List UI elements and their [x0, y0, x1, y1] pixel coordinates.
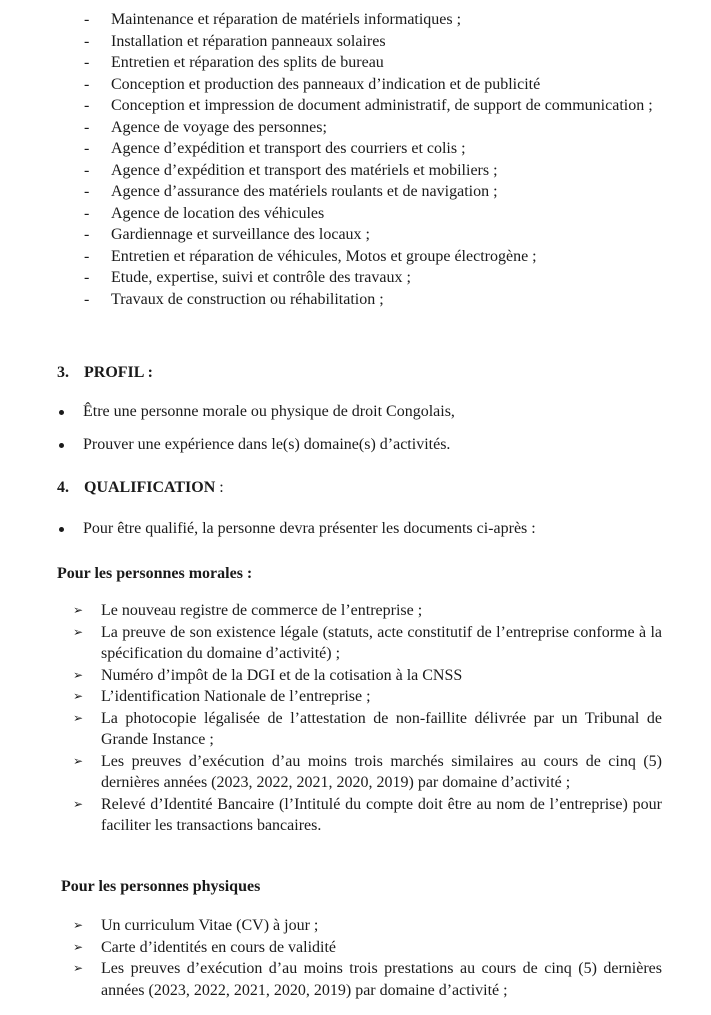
- list-item: ➢ Le nouveau registre de commerce de l’entreprise ;: [73, 600, 662, 622]
- subheading-personnes-morales: Pour les personnes morales :: [57, 565, 253, 582]
- section-number: 3.: [57, 364, 69, 381]
- list-item: ➢ Relevé d’Identité Bancaire (l’Intitulé du compte doit être au nom de l’entreprise) pour faciliter les transactions bancaires.: [73, 794, 662, 837]
- list-item: - Etude, expertise, suivi et contrôle des travaux ;: [82, 267, 682, 289]
- list-item: ➢ Numéro d’impôt de la DGI et de la cotisation à la CNSS: [73, 665, 662, 687]
- list-item: - Agence de location des véhicules: [82, 203, 682, 225]
- list-item: - Agence d’expédition et transport des matériels et mobiliers ;: [82, 160, 682, 182]
- list-item: Être une personne morale ou physique de droit Congolais,: [57, 401, 667, 423]
- list-item: Pour être qualifié, la personne devra présenter les documents ci-après :: [57, 518, 667, 540]
- list-item: ➢ L’identification Nationale de l’entreprise ;: [73, 686, 662, 708]
- list-item: - Conception et impression de document administratif, de support de communication ;: [82, 95, 682, 117]
- morales-documents-list: [73, 600, 662, 837]
- list-item: Prouver une expérience dans le(s) domaine(s) d’activités.: [57, 434, 667, 456]
- section-number: 4.: [57, 479, 69, 496]
- list-item: ➢ Les preuves d’exécution d’au moins trois prestations au cours de cinq (5) dernières années (2023, 2022, 2021, 2020, 2019) par domaine d’activité ;: [73, 958, 662, 1001]
- section-title: PROFIL :: [84, 364, 153, 381]
- list-item: ➢ Les preuves d’exécution d’au moins trois marchés similaires au cours de cinq (5) dernières années (2023, 2022, 2021, 2020, 2019) par domaine d’activité ;: [73, 751, 662, 794]
- physiques-documents-list: [73, 915, 662, 1001]
- activities-list: [82, 9, 682, 310]
- list-item: - Conception et production des panneaux d’indication et de publicité: [82, 74, 682, 96]
- subheading-personnes-physiques: Pour les personnes physiques: [61, 878, 261, 895]
- list-item: - Gardiennage et surveillance des locaux ;: [82, 224, 682, 246]
- list-item: - Agence d’assurance des matériels roulants et de navigation ;: [82, 181, 682, 203]
- list-item: - Agence de voyage des personnes;: [82, 117, 682, 139]
- profil-list: [57, 401, 667, 455]
- section-title: QUALIFICATION: [84, 479, 216, 496]
- list-item: ➢ Un curriculum Vitae (CV) à jour ;: [73, 915, 662, 937]
- section-heading-qualification: [57, 477, 224, 499]
- list-item: - Entretien et réparation des splits de bureau: [82, 52, 682, 74]
- list-item: ➢ La preuve de son existence légale (statuts, acte constitutif de l’entreprise conforme à la spécification du domaine d’activité) ;: [73, 622, 662, 665]
- qualification-list: [57, 518, 667, 540]
- list-item: - Travaux de construction ou réhabilitation ;: [82, 289, 682, 311]
- section-heading-profil: [57, 362, 153, 384]
- list-item: - Maintenance et réparation de matériels informatiques ;: [82, 9, 682, 31]
- list-item: ➢ Carte d’identités en cours de validité: [73, 937, 662, 959]
- list-item: ➢ La photocopie légalisée de l’attestation de non-faillite délivrée par un Tribunal de Grande Instance ;: [73, 708, 662, 751]
- list-item: - Agence d’expédition et transport des courriers et colis ;: [82, 138, 682, 160]
- list-item: - Entretien et réparation de véhicules, Motos et groupe électrogène ;: [82, 246, 682, 268]
- list-item: - Installation et réparation panneaux solaires: [82, 31, 682, 53]
- section-title-colon: :: [215, 479, 224, 496]
